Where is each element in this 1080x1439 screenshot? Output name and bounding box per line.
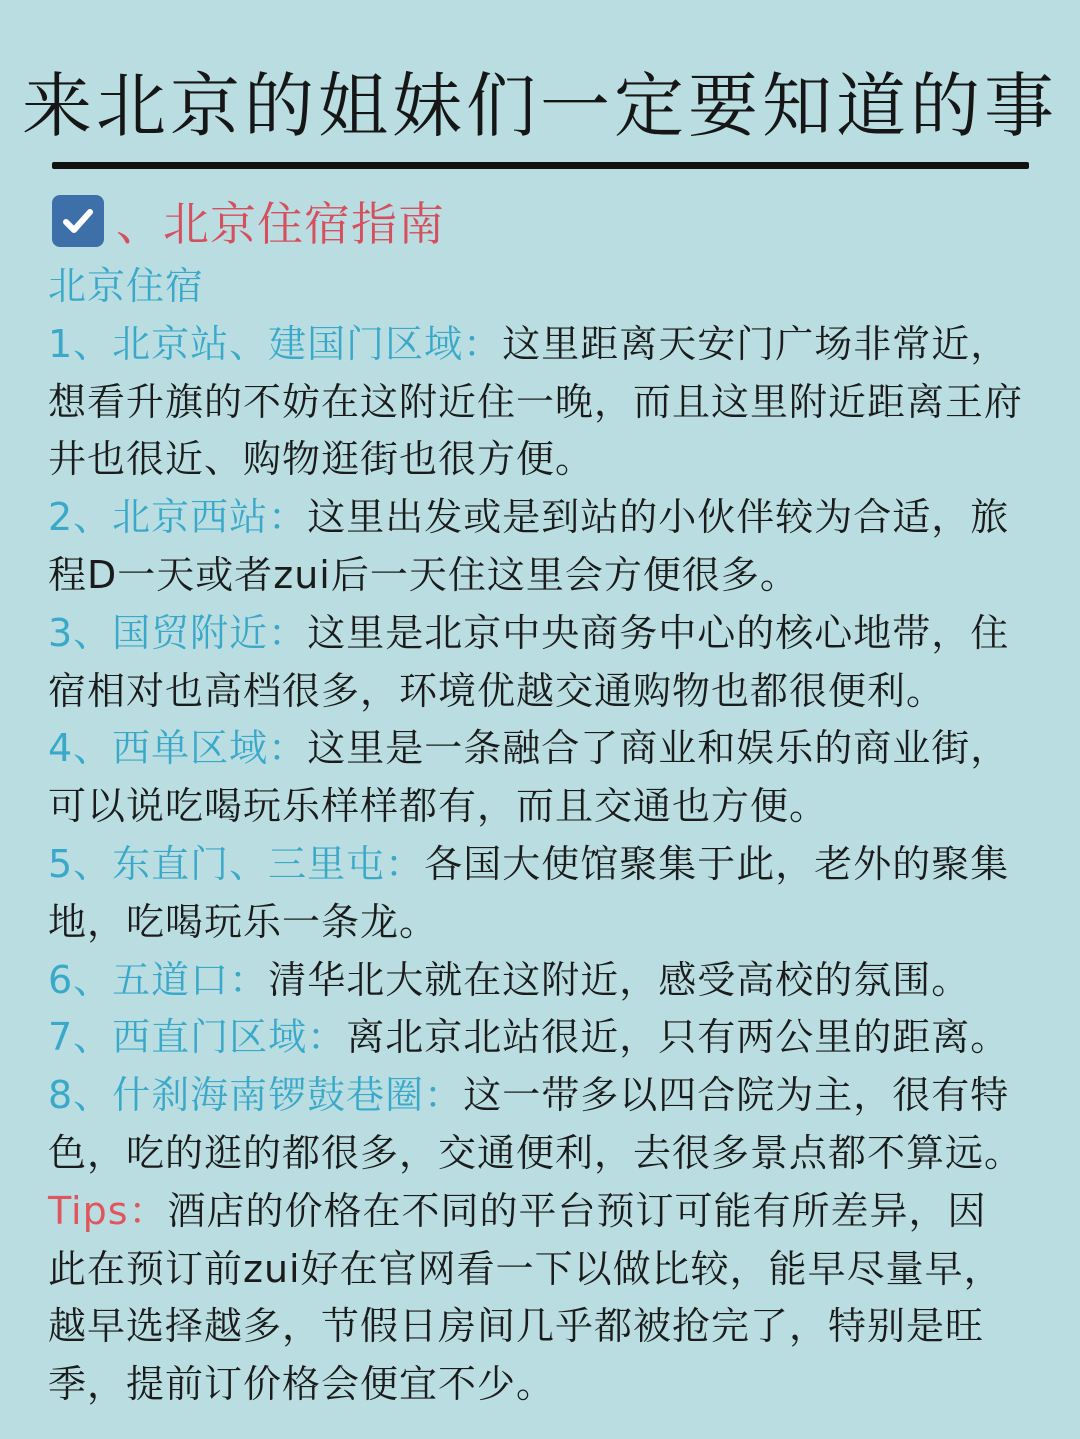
item-label: 3、国贸附近： [48, 610, 308, 655]
item-label: 8、什刹海南锣鼓巷圈： [48, 1073, 464, 1118]
tips-paragraph [48, 1183, 1023, 1414]
item-label: 1、北京站、建国门区域： [48, 321, 503, 366]
tips-label: Tips： [48, 1188, 168, 1233]
item-text: 这一带多以四合院为主，很有特色，吃的逛的都很多，交通便利，去很多景点都不算远。 [48, 1073, 1024, 1175]
list-item [48, 1067, 1023, 1183]
item-text: 这里出发或是到站的小伙伴较为合适，旅程D一天或者zui后一天住这里会方便很多。 [48, 495, 1010, 597]
item-text: 这里距离天安门广场非常近，想看升旗的不妨在这附近住一晚，而且这里附近距离王府井也很近、购物逛街也很方便。 [48, 321, 1024, 482]
list-item [48, 720, 1023, 836]
item-text: 各国大使馆聚集于此，老外的聚集地，吃喝玩乐一条龙。 [48, 841, 1010, 944]
item-label: 7、西直门区域： [48, 1015, 347, 1060]
page-title: 来北京的姐妹们一定要知道的事 [22, 65, 1058, 147]
checkbox-checked-icon [52, 195, 104, 247]
section-header [52, 186, 445, 256]
tips-text: 酒店的价格在不同的平台预订可能有所差异，因此在预订前zui好在官网看一下以做比较，能早尽量早，越早选择越多，节假日房间几乎都被抢完了，特别是旺季，提前订价格会便宜不少。 [48, 1188, 1003, 1407]
item-label: 6、五道口： [48, 957, 269, 1002]
item-text: 清华北大就在这附近，感受高校的氛围。 [268, 957, 971, 1002]
list-item [48, 316, 1023, 489]
list-item [48, 1009, 1023, 1067]
item-label: 5、东直门、三里屯： [48, 841, 425, 886]
list-item [48, 952, 1023, 1010]
item-text: 这里是北京中央商务中心的核心地带，住宿相对也高档很多，环境优越交通购物也都很便利。 [48, 610, 1010, 713]
item-text: 离北京北站很近，只有两公里的距离。 [346, 1015, 1010, 1060]
list-item [48, 489, 1023, 605]
guide-content [48, 258, 1023, 1414]
list-item [48, 605, 1023, 721]
list-item [48, 836, 1023, 952]
item-label: 4、西单区域： [48, 726, 308, 771]
item-label: 2、北京西站： [48, 495, 308, 540]
subheading: 北京住宿 [48, 264, 205, 308]
item-text: 这里是一条融合了商业和娱乐的商业街，可以说吃喝玩乐样样都有，而且交通也方便。 [48, 726, 1010, 829]
title-divider [52, 162, 1029, 169]
section-title: 、北京住宿指南 [116, 197, 445, 251]
